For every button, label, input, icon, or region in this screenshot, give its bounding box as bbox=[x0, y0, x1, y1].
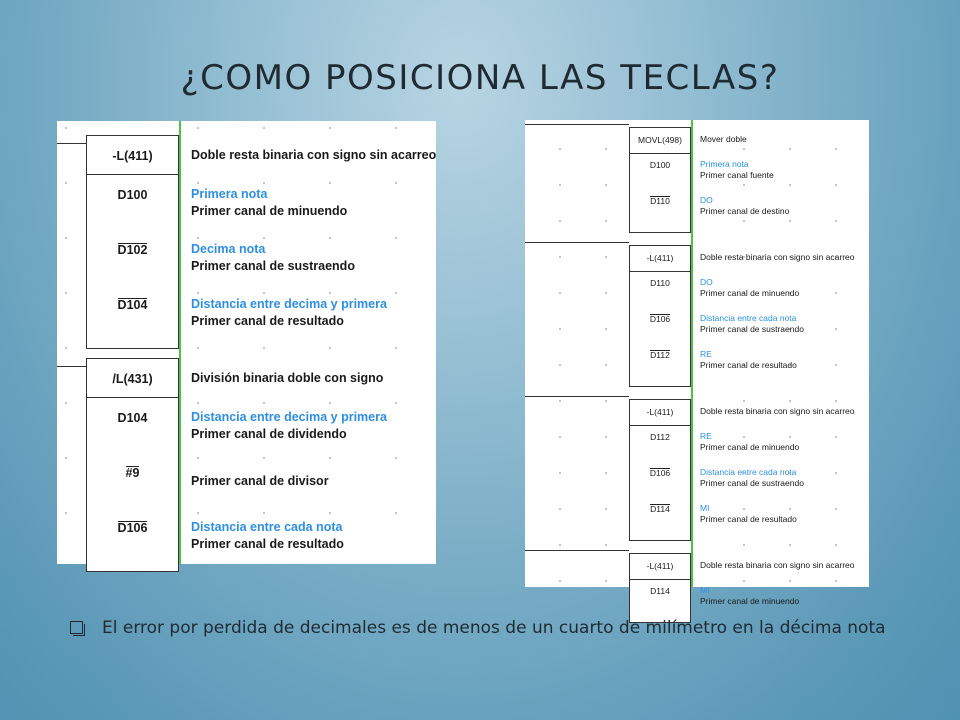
operand-role: Primer canal de sustraendo bbox=[191, 259, 355, 273]
operand-role: Primer canal de minuendo bbox=[700, 596, 800, 606]
rung-line bbox=[525, 124, 629, 125]
operand-text: D114 bbox=[650, 504, 670, 514]
grid-dot bbox=[743, 436, 745, 438]
grid-dot bbox=[835, 472, 837, 474]
instruction-description: Doble resta binaria con signo sin acarreo bbox=[700, 560, 855, 570]
grid-dot bbox=[329, 237, 331, 239]
operand-comment: RE bbox=[700, 431, 712, 441]
operand-value bbox=[87, 243, 178, 257]
operand-text: D112 bbox=[650, 350, 670, 360]
grid-dot bbox=[559, 436, 561, 438]
operand-role: Primer canal de resultado bbox=[191, 537, 344, 551]
grid-dot bbox=[65, 457, 67, 459]
grid-dot bbox=[197, 182, 199, 184]
grid-dot bbox=[197, 347, 199, 349]
grid-dot bbox=[559, 256, 561, 258]
instruction-name: -L(411) bbox=[646, 253, 674, 263]
grid-dot bbox=[789, 544, 791, 546]
grid-dot bbox=[329, 457, 331, 459]
power-rail bbox=[179, 121, 181, 564]
grid-dot bbox=[65, 182, 67, 184]
operand-value bbox=[630, 160, 690, 170]
grid-dot bbox=[329, 512, 331, 514]
operand-comment: Decima nota bbox=[191, 242, 266, 256]
function-block bbox=[86, 135, 179, 349]
grid-dot bbox=[835, 580, 837, 582]
rung-line bbox=[525, 550, 629, 551]
operand-text: D110 bbox=[650, 196, 670, 206]
grid-dot bbox=[559, 328, 561, 330]
rung-line bbox=[57, 366, 86, 367]
grid-dot bbox=[395, 402, 397, 404]
grid-dot bbox=[605, 328, 607, 330]
instruction-description: Mover doble bbox=[700, 134, 747, 144]
grid-dot bbox=[329, 292, 331, 294]
grid-dot bbox=[263, 127, 265, 129]
operand-comment: Distancia entre cada nota bbox=[700, 313, 797, 323]
operand-text: D106 bbox=[649, 468, 671, 478]
grid-dot bbox=[605, 148, 607, 150]
grid-dot bbox=[559, 472, 561, 474]
ladder-screenshot-left bbox=[57, 121, 436, 564]
operand-text: D102 bbox=[117, 243, 148, 257]
operand-comment: MI bbox=[700, 503, 710, 513]
operand-text: D110 bbox=[650, 278, 670, 288]
grid-dot bbox=[789, 580, 791, 582]
grid-dot bbox=[743, 580, 745, 582]
grid-dot bbox=[835, 400, 837, 402]
operand-role: Primer canal de resultado bbox=[700, 514, 797, 524]
grid-dot bbox=[605, 292, 607, 294]
grid-dot bbox=[65, 237, 67, 239]
operand-role: Primer canal de dividendo bbox=[191, 427, 347, 441]
operand-value bbox=[87, 298, 178, 312]
grid-dot bbox=[559, 148, 561, 150]
operand-comment: Distancia entre cada nota bbox=[700, 467, 797, 477]
instruction-name: MOVL(498) bbox=[638, 135, 682, 145]
grid-dot bbox=[789, 400, 791, 402]
grid-dot bbox=[395, 182, 397, 184]
instruction-name: /L(431) bbox=[112, 372, 153, 386]
grid-dot bbox=[605, 472, 607, 474]
grid-dot bbox=[395, 292, 397, 294]
grid-dot bbox=[789, 148, 791, 150]
grid-dot bbox=[605, 400, 607, 402]
operand-value bbox=[630, 350, 690, 360]
rung-line bbox=[525, 242, 629, 243]
rung-line bbox=[57, 143, 86, 144]
operand-value bbox=[87, 466, 178, 480]
grid-dot bbox=[835, 184, 837, 186]
instruction-name: -L(411) bbox=[112, 149, 153, 163]
grid-dot bbox=[197, 457, 199, 459]
grid-dot bbox=[65, 402, 67, 404]
operand-role: Primer canal de destino bbox=[700, 206, 790, 216]
operand-value bbox=[87, 521, 178, 535]
operand-role: Primer canal de minuendo bbox=[700, 288, 800, 298]
operand-role: Primer canal de resultado bbox=[700, 360, 797, 370]
function-block bbox=[629, 553, 691, 623]
operand-comment: Primera nota bbox=[191, 187, 268, 201]
function-block bbox=[629, 245, 691, 387]
grid-dot bbox=[263, 292, 265, 294]
rung-line bbox=[525, 396, 629, 397]
grid-dot bbox=[835, 364, 837, 366]
operand-comment: Distancia entre decima y primera bbox=[191, 410, 387, 424]
grid-dot bbox=[559, 580, 561, 582]
function-block bbox=[86, 358, 179, 572]
instruction-description: Doble resta binaria con signo sin acarreo bbox=[191, 148, 437, 162]
grid-dot bbox=[605, 436, 607, 438]
grid-dot bbox=[197, 127, 199, 129]
instruction-name: -L(411) bbox=[646, 561, 674, 571]
function-block bbox=[629, 399, 691, 541]
operand-text: D104 bbox=[117, 411, 148, 425]
grid-dot bbox=[789, 184, 791, 186]
grid-dot bbox=[65, 347, 67, 349]
operand-role: Primer canal fuente bbox=[700, 170, 774, 180]
grid-dot bbox=[197, 402, 199, 404]
grid-dot bbox=[835, 220, 837, 222]
operand-role: Primer canal de sustraendo bbox=[700, 478, 804, 488]
operand-value bbox=[630, 196, 690, 206]
grid-dot bbox=[743, 184, 745, 186]
operand-comment: DO bbox=[700, 277, 713, 287]
grid-dot bbox=[605, 184, 607, 186]
operand-value bbox=[630, 468, 690, 478]
grid-dot bbox=[835, 544, 837, 546]
instruction-description: División binaria doble con signo bbox=[191, 371, 384, 385]
grid-dot bbox=[835, 508, 837, 510]
grid-dot bbox=[395, 237, 397, 239]
grid-dot bbox=[605, 508, 607, 510]
operand-text: D100 bbox=[649, 160, 671, 170]
operand-comment: Primera nota bbox=[700, 159, 749, 169]
grid-dot bbox=[559, 364, 561, 366]
operand-value bbox=[630, 504, 690, 514]
grid-dot bbox=[395, 127, 397, 129]
ladder-screenshot-right bbox=[525, 120, 869, 606]
grid-dot bbox=[835, 436, 837, 438]
operand-comment: MI bbox=[700, 585, 710, 595]
grid-dot bbox=[395, 457, 397, 459]
operand-role: Primer canal de minuendo bbox=[191, 204, 348, 218]
grid-dot bbox=[559, 400, 561, 402]
grid-dot bbox=[329, 127, 331, 129]
operand-value bbox=[630, 432, 690, 442]
power-rail bbox=[691, 120, 693, 587]
grid-dot bbox=[789, 508, 791, 510]
operand-value bbox=[630, 586, 690, 596]
grid-dot bbox=[743, 220, 745, 222]
instruction-description: Doble resta binaria con signo sin acarreo bbox=[700, 252, 855, 262]
grid-dot bbox=[263, 347, 265, 349]
grid-dot bbox=[559, 292, 561, 294]
grid-dot bbox=[743, 544, 745, 546]
square-bullet-icon bbox=[70, 621, 85, 636]
grid-dot bbox=[835, 292, 837, 294]
grid-dot bbox=[395, 347, 397, 349]
grid-dot bbox=[395, 512, 397, 514]
grid-dot bbox=[743, 508, 745, 510]
operand-text: #9 bbox=[125, 466, 140, 480]
operand-text: D114 bbox=[650, 586, 670, 596]
grid-dot bbox=[263, 237, 265, 239]
grid-dot bbox=[559, 184, 561, 186]
grid-dot bbox=[329, 347, 331, 349]
grid-dot bbox=[743, 148, 745, 150]
grid-dot bbox=[789, 220, 791, 222]
operand-comment: Distancia entre cada nota bbox=[191, 520, 343, 534]
grid-dot bbox=[65, 127, 67, 129]
grid-dot bbox=[263, 402, 265, 404]
grid-dot bbox=[559, 508, 561, 510]
grid-dot bbox=[197, 512, 199, 514]
operand-role: Primer canal de divisor bbox=[191, 473, 329, 488]
operand-value bbox=[630, 314, 690, 324]
grid-dot bbox=[605, 544, 607, 546]
operand-value bbox=[87, 411, 178, 425]
operand-comment: RE bbox=[700, 349, 712, 359]
operand-comment: Distancia entre decima y primera bbox=[191, 297, 387, 311]
grid-dot bbox=[789, 436, 791, 438]
instruction-name: -L(411) bbox=[646, 407, 674, 417]
grid-dot bbox=[605, 364, 607, 366]
operand-role: Primer canal de sustraendo bbox=[700, 324, 804, 334]
grid-dot bbox=[329, 182, 331, 184]
grid-dot bbox=[263, 182, 265, 184]
grid-dot bbox=[559, 544, 561, 546]
grid-dot bbox=[65, 292, 67, 294]
operand-comment: DO bbox=[700, 195, 713, 205]
function-block bbox=[629, 127, 691, 233]
grid-dot bbox=[743, 400, 745, 402]
grid-dot bbox=[263, 512, 265, 514]
operand-role: Primer canal de resultado bbox=[191, 314, 344, 328]
operand-text: D112 bbox=[650, 432, 670, 442]
grid-dot bbox=[197, 237, 199, 239]
operand-text: D104 bbox=[117, 298, 148, 312]
grid-dot bbox=[605, 580, 607, 582]
grid-dot bbox=[605, 256, 607, 258]
grid-dot bbox=[197, 292, 199, 294]
operand-role: Primer canal de minuendo bbox=[700, 442, 800, 452]
operand-value bbox=[87, 188, 178, 202]
grid-dot bbox=[65, 512, 67, 514]
grid-dot bbox=[835, 148, 837, 150]
grid-dot bbox=[559, 220, 561, 222]
grid-dot bbox=[835, 328, 837, 330]
grid-dot bbox=[605, 220, 607, 222]
grid-dot bbox=[263, 457, 265, 459]
instruction-description: Doble resta binaria con signo sin acarreo bbox=[700, 406, 855, 416]
operand-text: D106 bbox=[117, 521, 148, 535]
operand-value bbox=[630, 278, 690, 288]
note-text: El error por perdida de decimales es de menos de un cuarto de milímetro en la décima nota bbox=[102, 618, 886, 638]
operand-text: D100 bbox=[117, 188, 148, 202]
slide-title: ¿COMO POSICIONA LAS TECLAS? bbox=[180, 58, 780, 98]
operand-text: D106 bbox=[649, 314, 671, 324]
grid-dot bbox=[329, 402, 331, 404]
